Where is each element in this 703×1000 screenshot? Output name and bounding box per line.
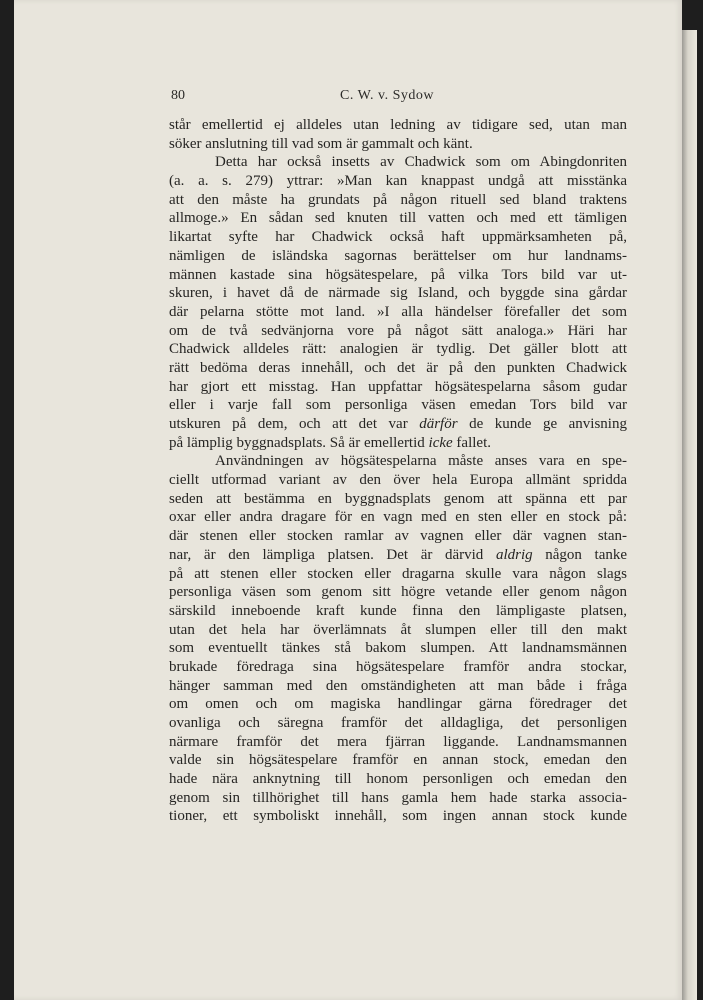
text-line: att den måste ha grundats på någon rituell sed bland traktens [169, 191, 627, 208]
emphasized-word: icke [428, 434, 453, 451]
text-line: tioner, ett symboliskt innehåll, som ingen annan stock kunde [169, 808, 627, 825]
page-header [14, 88, 682, 108]
text-line-with-emphasis [169, 546, 627, 565]
text-line: närmare framför det mera fjärran liggande. Landnamsmannen [169, 733, 627, 750]
text-line: ciellt utformad variant av den över hela Europa allmänt spridda [169, 472, 627, 489]
book-page [14, 0, 682, 1000]
text-line: männen kastade sina högsätespelare, på vilka Tors bild var ut- [169, 266, 627, 283]
text-run: de kunde ge anvisning [457, 416, 627, 432]
text-line: där stenen eller stocken ramlar av vagnen eller där vagnen stan- [169, 528, 627, 545]
text-line: hänger samman med den omständigheten att man både i fråga [169, 677, 627, 694]
emphasized-word: därför [419, 416, 458, 432]
text-line: söker anslutning till vad som är gammalt och känt. [169, 135, 473, 152]
page-number: 80 [171, 88, 185, 103]
text-line: står emellertid ej alldeles utan ledning av tidigare sed, utan man [169, 117, 627, 133]
text-run: nar, är den lämpliga platsen. Det är därvid [169, 546, 496, 563]
text-line: Detta har också insetts av Chadwick som om Abingdonriten [215, 154, 627, 171]
text-line: utan det hela har överlämnats åt slumpen eller till den makt [169, 621, 627, 638]
text-line: har gjort ett misstag. Han uppfattar högsätespelarna såsom gudar [169, 378, 627, 395]
text-line: som eventuellt tänkes stå bakom slumpen. Att landnamsmännen [169, 640, 627, 657]
text-line: brukade föredraga sina högsätespelare framför andra stockar, [169, 658, 627, 675]
text-line: oxar eller andra dragare för en vagn med en sten eller en stock på: [169, 509, 627, 526]
text-line: ovanliga och säregna framför det alldagliga, det personligen [169, 715, 627, 731]
body-text [169, 116, 627, 826]
text-line: där pelarna stötte mot land. »I alla händelser förefaller det som [169, 303, 627, 320]
text-line: (a. a. s. 279) yttrar: »Man kan knappast undgå att misstänka [169, 173, 627, 190]
text-line: Chadwick alldeles rätt: analogien är tydlig. Det gäller blott att [169, 341, 627, 358]
text-line-with-emphasis [169, 434, 627, 453]
text-run: på lämplig byggnadsplats. Så är emellertid [169, 434, 429, 451]
text-line: allmoge.» En sådan sed knuten till vatten och med ett tämligen [169, 210, 627, 227]
text-line: nämligen de isländska sagornas berättelser om hur landnams- [169, 247, 627, 264]
text-line: skuren, i havet då de närmade sig Island, och byggde sina gårdar [169, 285, 627, 302]
text-run: någon tanke [532, 546, 628, 563]
text-line: likartat syfte har Chadwick också haft uppmärksamheten på, [169, 229, 627, 246]
text-line: genom sin tillhörighet till hans gamla hem hade starka associa- [169, 789, 627, 806]
text-line: om de två sedvänjorna vore på något sätt analoga.» Häri har [169, 322, 627, 339]
text-line: valde sin högsätespelare framför en annan stock, emedan den [169, 752, 627, 769]
emphasized-word: aldrig [495, 546, 533, 563]
text-line: på att stenen eller stocken eller dragarna skulle vara någon slags [169, 565, 627, 582]
text-line: hade nära anknytning till honom personligen och emedan den [169, 771, 627, 788]
running-head: C. W. v. Sydow [340, 88, 435, 103]
text-line: Användningen av högsätespelarna måste anses vara en spe- [215, 453, 627, 470]
text-run: fallet. [452, 434, 491, 451]
adjacent-page-edge [682, 30, 697, 1000]
text-line: särskild inneboende kraft kunde finna den lämpligaste platsen, [169, 602, 627, 619]
text-line: seden att bestämma en byggnadsplats genom att spänna ett par [169, 490, 627, 507]
text-run: utskuren på dem, och att det var [169, 416, 420, 432]
text-line: personliga väsen som genom sitt högre vetande eller genom någon [169, 584, 627, 601]
text-line: om omen och om magiska handlingar gärna föredrager det [169, 696, 627, 713]
text-line-with-emphasis [169, 415, 627, 434]
text-line: eller i varje fall som personliga väsen emedan Tors bild var [169, 397, 627, 414]
text-line: rätt bedöma deras innehåll, och det är på den punkten Chadwick [169, 359, 627, 376]
